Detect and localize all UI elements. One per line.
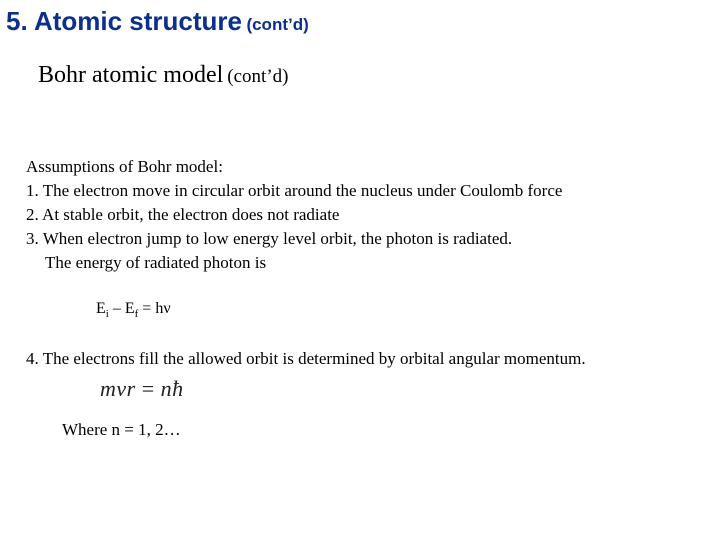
subtitle-suffix: (cont’d): [227, 66, 289, 87]
slide-title: [6, 6, 309, 37]
energy-final: – E: [108, 300, 135, 317]
photon-energy-formula: [96, 300, 171, 320]
slide-title-suffix: (cont’d): [246, 15, 309, 34]
energy-initial-subscript: i: [105, 308, 109, 320]
angular-momentum-formula: [100, 376, 184, 402]
where-clause: Where n = 1, 2…: [62, 420, 181, 439]
momentum-lhs: mvr: [100, 376, 136, 401]
assumptions-heading: Assumptions of Bohr model:: [26, 157, 223, 176]
energy-final-subscript: f: [134, 308, 139, 320]
slide-title-main: 5. Atomic structure: [6, 6, 242, 36]
assumption-3-continuation: The energy of radiated photon is: [45, 253, 267, 272]
assumption-2: 2. At stable orbit, the electron does not radiate: [26, 205, 340, 224]
subtitle-main: Bohr atomic model: [38, 62, 224, 88]
energy-initial: E: [96, 300, 106, 317]
assumption-4: 4. The electrons fill the allowed orbit is determined by orbital angular momentum.: [26, 349, 586, 368]
momentum-rhs: nħ: [160, 376, 184, 401]
slide-subtitle: [38, 62, 289, 89]
momentum-equals: =: [141, 376, 155, 401]
energy-rhs: = hν: [138, 300, 171, 317]
assumption-1: 1. The electron move in circular orbit around the nucleus under Coulomb force: [26, 181, 563, 200]
assumption-3: 3. When electron jump to low energy level orbit, the photon is radiated.: [26, 229, 513, 248]
